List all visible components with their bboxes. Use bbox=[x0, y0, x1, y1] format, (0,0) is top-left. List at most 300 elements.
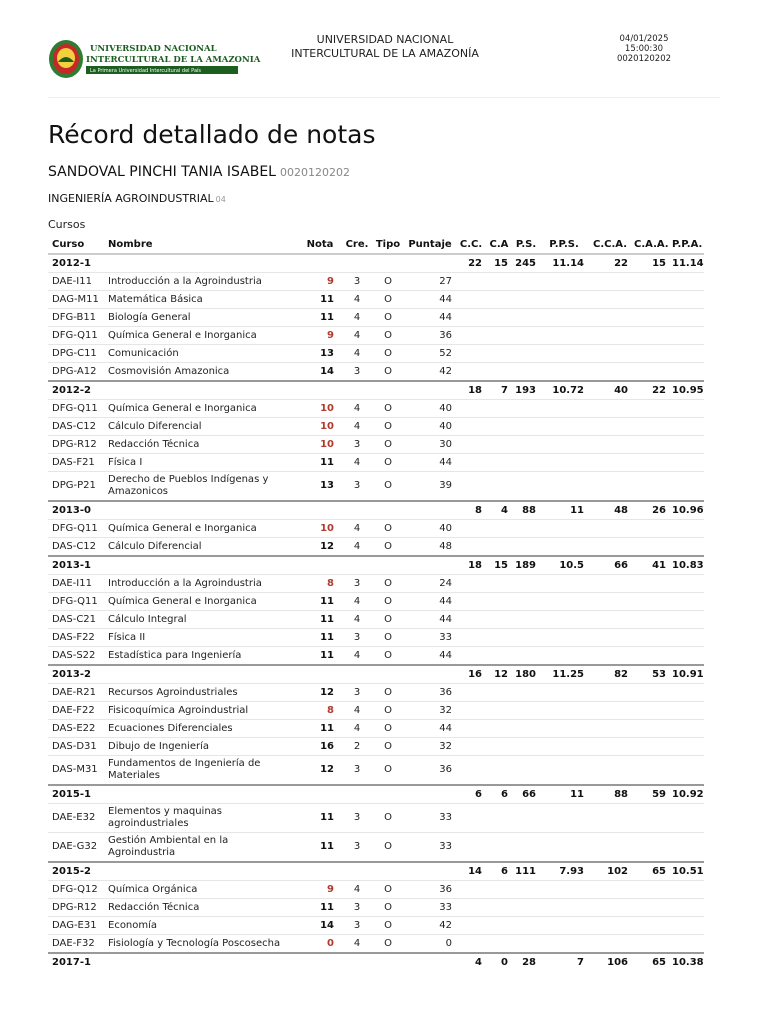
course-code: DFG-Q11 bbox=[48, 400, 104, 418]
course-type: O bbox=[372, 472, 404, 502]
empty-cell bbox=[512, 702, 540, 720]
ca-value: 7 bbox=[486, 381, 512, 400]
course-type: O bbox=[372, 363, 404, 382]
course-grade: 11 bbox=[298, 720, 342, 738]
empty-cell bbox=[486, 684, 512, 702]
empty-cell bbox=[342, 785, 372, 804]
print-timestamp: 04/01/2025 15:00:30 bbox=[619, 34, 669, 54]
course-grade: 11 bbox=[298, 611, 342, 629]
cc-value: 18 bbox=[456, 381, 486, 400]
course-row bbox=[48, 273, 704, 291]
course-name: Química General e Inorganica bbox=[104, 520, 298, 538]
empty-cell bbox=[588, 327, 632, 345]
pps-value: 11 bbox=[540, 785, 588, 804]
course-code: DAS-M31 bbox=[48, 756, 104, 786]
empty-cell bbox=[632, 881, 670, 899]
course-name: Redacción Técnica bbox=[104, 436, 298, 454]
course-row bbox=[48, 738, 704, 756]
course-score: 33 bbox=[404, 899, 456, 917]
empty-cell bbox=[486, 538, 512, 557]
caa-value: 65 bbox=[632, 862, 670, 881]
col-cca-header: C.C.A. bbox=[588, 236, 632, 254]
empty-cell bbox=[670, 454, 704, 472]
course-type: O bbox=[372, 273, 404, 291]
empty-cell bbox=[588, 833, 632, 863]
caa-value: 15 bbox=[632, 254, 670, 273]
course-grade: 12 bbox=[298, 756, 342, 786]
course-code: DPG-R12 bbox=[48, 436, 104, 454]
empty-cell bbox=[342, 254, 372, 273]
empty-cell bbox=[456, 400, 486, 418]
empty-cell bbox=[670, 738, 704, 756]
course-score: 44 bbox=[404, 454, 456, 472]
empty-cell bbox=[512, 593, 540, 611]
empty-cell bbox=[486, 720, 512, 738]
empty-cell bbox=[298, 785, 342, 804]
course-type: O bbox=[372, 575, 404, 593]
empty-cell bbox=[540, 881, 588, 899]
course-name: Ecuaciones Diferenciales bbox=[104, 720, 298, 738]
program-code: 04 bbox=[215, 195, 226, 204]
empty-cell bbox=[512, 327, 540, 345]
course-row bbox=[48, 593, 704, 611]
empty-cell bbox=[632, 833, 670, 863]
empty-cell bbox=[540, 738, 588, 756]
empty-cell bbox=[456, 935, 486, 954]
empty-cell bbox=[456, 738, 486, 756]
empty-cell bbox=[632, 935, 670, 954]
ppa-value: 10.96 bbox=[670, 501, 704, 520]
course-row bbox=[48, 720, 704, 738]
empty-cell bbox=[486, 472, 512, 502]
empty-cell bbox=[104, 862, 298, 881]
empty-cell bbox=[486, 738, 512, 756]
empty-cell bbox=[540, 454, 588, 472]
ppa-value: 10.38 bbox=[670, 953, 704, 971]
empty-cell bbox=[104, 381, 298, 400]
empty-cell bbox=[404, 785, 456, 804]
course-name: Introducción a la Agroindustria bbox=[104, 273, 298, 291]
course-name: Gestión Ambiental en la Agroindustria bbox=[104, 833, 298, 863]
course-credits: 4 bbox=[342, 400, 372, 418]
empty-cell bbox=[540, 327, 588, 345]
course-credits: 3 bbox=[342, 273, 372, 291]
empty-cell bbox=[588, 345, 632, 363]
empty-cell bbox=[456, 899, 486, 917]
col-puntaje-header: Puntaje bbox=[404, 236, 456, 254]
course-credits: 4 bbox=[342, 291, 372, 309]
empty-cell bbox=[632, 345, 670, 363]
empty-cell bbox=[512, 309, 540, 327]
empty-cell bbox=[486, 647, 512, 666]
course-name: Química Orgánica bbox=[104, 881, 298, 899]
empty-cell bbox=[670, 611, 704, 629]
empty-cell bbox=[670, 756, 704, 786]
course-name: Fisiología y Tecnología Poscosecha bbox=[104, 935, 298, 954]
course-score: 33 bbox=[404, 804, 456, 833]
course-row bbox=[48, 611, 704, 629]
course-grade: 10 bbox=[298, 436, 342, 454]
col-nombre-header: Nombre bbox=[104, 236, 298, 254]
empty-cell bbox=[588, 273, 632, 291]
caa-value: 41 bbox=[632, 556, 670, 575]
empty-cell bbox=[456, 436, 486, 454]
empty-cell bbox=[670, 538, 704, 557]
empty-cell bbox=[588, 611, 632, 629]
empty-cell bbox=[512, 400, 540, 418]
cca-value: 22 bbox=[588, 254, 632, 273]
course-type: O bbox=[372, 345, 404, 363]
university-name-line-1: UNIVERSIDAD NACIONAL bbox=[316, 33, 454, 46]
empty-cell bbox=[540, 418, 588, 436]
empty-cell bbox=[342, 665, 372, 684]
cca-value: 88 bbox=[588, 785, 632, 804]
empty-cell bbox=[588, 702, 632, 720]
caa-value: 26 bbox=[632, 501, 670, 520]
empty-cell bbox=[632, 629, 670, 647]
empty-cell bbox=[372, 556, 404, 575]
empty-cell bbox=[540, 720, 588, 738]
course-row bbox=[48, 400, 704, 418]
course-score: 33 bbox=[404, 629, 456, 647]
empty-cell bbox=[632, 899, 670, 917]
empty-cell bbox=[540, 611, 588, 629]
course-credits: 4 bbox=[342, 593, 372, 611]
col-pps-header: P.P.S. bbox=[540, 236, 588, 254]
cc-value: 8 bbox=[456, 501, 486, 520]
course-row bbox=[48, 647, 704, 666]
course-credits: 2 bbox=[342, 738, 372, 756]
course-grade: 16 bbox=[298, 738, 342, 756]
cc-value: 18 bbox=[456, 556, 486, 575]
empty-cell bbox=[670, 647, 704, 666]
empty-cell bbox=[456, 273, 486, 291]
course-type: O bbox=[372, 917, 404, 935]
course-grade: 12 bbox=[298, 538, 342, 557]
course-row bbox=[48, 454, 704, 472]
course-code: DPG-C11 bbox=[48, 345, 104, 363]
empty-cell bbox=[670, 629, 704, 647]
course-credits: 3 bbox=[342, 363, 372, 382]
course-grade: 12 bbox=[298, 684, 342, 702]
empty-cell bbox=[456, 629, 486, 647]
ps-value: 180 bbox=[512, 665, 540, 684]
course-score: 36 bbox=[404, 684, 456, 702]
course-grade: 8 bbox=[298, 575, 342, 593]
semester-summary-row bbox=[48, 381, 704, 400]
empty-cell bbox=[632, 418, 670, 436]
course-name: Cálculo Diferencial bbox=[104, 538, 298, 557]
course-score: 0 bbox=[404, 935, 456, 954]
course-credits: 4 bbox=[342, 345, 372, 363]
course-row bbox=[48, 935, 704, 954]
empty-cell bbox=[486, 309, 512, 327]
empty-cell bbox=[512, 917, 540, 935]
empty-cell bbox=[512, 363, 540, 382]
course-credits: 4 bbox=[342, 720, 372, 738]
empty-cell bbox=[298, 665, 342, 684]
table-body bbox=[48, 254, 704, 971]
course-score: 44 bbox=[404, 309, 456, 327]
empty-cell bbox=[540, 575, 588, 593]
course-type: O bbox=[372, 538, 404, 557]
course-row bbox=[48, 520, 704, 538]
caa-value: 53 bbox=[632, 665, 670, 684]
empty-cell bbox=[512, 611, 540, 629]
empty-cell bbox=[588, 472, 632, 502]
semester-summary-row bbox=[48, 254, 704, 273]
empty-cell bbox=[588, 917, 632, 935]
empty-cell bbox=[298, 953, 342, 971]
empty-cell bbox=[372, 501, 404, 520]
cca-value: 102 bbox=[588, 862, 632, 881]
program-info bbox=[48, 192, 226, 205]
course-code: DFG-Q11 bbox=[48, 593, 104, 611]
empty-cell bbox=[632, 472, 670, 502]
course-code: DAG-M11 bbox=[48, 291, 104, 309]
course-credits: 4 bbox=[342, 881, 372, 899]
empty-cell bbox=[456, 611, 486, 629]
course-score: 39 bbox=[404, 472, 456, 502]
course-row bbox=[48, 804, 704, 833]
semester-label: 2013-2 bbox=[48, 665, 104, 684]
empty-cell bbox=[670, 273, 704, 291]
empty-cell bbox=[298, 381, 342, 400]
course-type: O bbox=[372, 611, 404, 629]
course-score: 36 bbox=[404, 881, 456, 899]
empty-cell bbox=[588, 454, 632, 472]
empty-cell bbox=[372, 254, 404, 273]
empty-cell bbox=[298, 556, 342, 575]
empty-cell bbox=[588, 738, 632, 756]
empty-cell bbox=[486, 833, 512, 863]
course-name: Química General e Inorganica bbox=[104, 327, 298, 345]
svg-text:La Primera Universidad Intercu: La Primera Universidad Intercultural del País bbox=[90, 68, 202, 74]
course-credits: 4 bbox=[342, 520, 372, 538]
col-nota-header: Nota bbox=[298, 236, 342, 254]
empty-cell bbox=[588, 418, 632, 436]
course-grade: 11 bbox=[298, 899, 342, 917]
empty-cell bbox=[540, 400, 588, 418]
course-row bbox=[48, 702, 704, 720]
empty-cell bbox=[670, 917, 704, 935]
empty-cell bbox=[486, 575, 512, 593]
empty-cell bbox=[588, 400, 632, 418]
ca-value: 4 bbox=[486, 501, 512, 520]
empty-cell bbox=[588, 593, 632, 611]
empty-cell bbox=[512, 804, 540, 833]
university-name bbox=[270, 33, 500, 61]
course-grade: 11 bbox=[298, 629, 342, 647]
course-score: 44 bbox=[404, 647, 456, 666]
course-code: DAS-F22 bbox=[48, 629, 104, 647]
empty-cell bbox=[512, 647, 540, 666]
course-code: DAE-I11 bbox=[48, 575, 104, 593]
empty-cell bbox=[632, 738, 670, 756]
empty-cell bbox=[540, 593, 588, 611]
col-caa-header: C.A.A. bbox=[632, 236, 670, 254]
empty-cell bbox=[670, 291, 704, 309]
col-tipo-header: Tipo bbox=[372, 236, 404, 254]
course-grade: 9 bbox=[298, 881, 342, 899]
semester-summary-row bbox=[48, 665, 704, 684]
course-grade: 11 bbox=[298, 833, 342, 863]
course-score: 30 bbox=[404, 436, 456, 454]
courses-label: Cursos bbox=[48, 218, 86, 231]
course-score: 27 bbox=[404, 273, 456, 291]
empty-cell bbox=[512, 629, 540, 647]
empty-cell bbox=[512, 756, 540, 786]
empty-cell bbox=[632, 684, 670, 702]
empty-cell bbox=[632, 593, 670, 611]
program-name: INGENIERÍA AGROINDUSTRIAL bbox=[48, 192, 214, 205]
course-grade: 13 bbox=[298, 345, 342, 363]
course-code: DPG-A12 bbox=[48, 363, 104, 382]
semester-summary-row bbox=[48, 556, 704, 575]
course-score: 36 bbox=[404, 756, 456, 786]
empty-cell bbox=[456, 804, 486, 833]
course-grade: 14 bbox=[298, 917, 342, 935]
cc-value: 16 bbox=[456, 665, 486, 684]
course-row bbox=[48, 309, 704, 327]
student-info bbox=[48, 164, 350, 180]
course-type: O bbox=[372, 720, 404, 738]
course-type: O bbox=[372, 756, 404, 786]
empty-cell bbox=[588, 520, 632, 538]
course-score: 52 bbox=[404, 345, 456, 363]
ppa-value: 10.91 bbox=[670, 665, 704, 684]
empty-cell bbox=[632, 917, 670, 935]
ca-value: 12 bbox=[486, 665, 512, 684]
course-row bbox=[48, 345, 704, 363]
cc-value: 6 bbox=[456, 785, 486, 804]
course-name: Dibujo de Ingeniería bbox=[104, 738, 298, 756]
empty-cell bbox=[540, 538, 588, 557]
empty-cell bbox=[512, 273, 540, 291]
course-type: O bbox=[372, 327, 404, 345]
empty-cell bbox=[588, 436, 632, 454]
empty-cell bbox=[540, 629, 588, 647]
empty-cell bbox=[456, 454, 486, 472]
empty-cell bbox=[342, 381, 372, 400]
empty-cell bbox=[456, 684, 486, 702]
empty-cell bbox=[632, 400, 670, 418]
empty-cell bbox=[456, 917, 486, 935]
empty-cell bbox=[632, 436, 670, 454]
course-type: O bbox=[372, 436, 404, 454]
empty-cell bbox=[486, 804, 512, 833]
empty-cell bbox=[588, 684, 632, 702]
semester-summary-row bbox=[48, 953, 704, 971]
empty-cell bbox=[512, 418, 540, 436]
empty-cell bbox=[512, 881, 540, 899]
empty-cell bbox=[670, 575, 704, 593]
empty-cell bbox=[512, 291, 540, 309]
course-credits: 4 bbox=[342, 647, 372, 666]
empty-cell bbox=[456, 327, 486, 345]
empty-cell bbox=[456, 538, 486, 557]
course-credits: 3 bbox=[342, 629, 372, 647]
col-creditos-header: Cre. bbox=[342, 236, 372, 254]
course-type: O bbox=[372, 309, 404, 327]
pps-value: 7 bbox=[540, 953, 588, 971]
semester-label: 2012-1 bbox=[48, 254, 104, 273]
ca-value: 15 bbox=[486, 556, 512, 575]
empty-cell bbox=[456, 575, 486, 593]
empty-cell bbox=[670, 436, 704, 454]
course-score: 40 bbox=[404, 418, 456, 436]
header-divider bbox=[48, 97, 720, 98]
empty-cell bbox=[588, 291, 632, 309]
pps-value: 10.72 bbox=[540, 381, 588, 400]
empty-cell bbox=[540, 291, 588, 309]
empty-cell bbox=[372, 381, 404, 400]
empty-cell bbox=[588, 881, 632, 899]
grades-table bbox=[48, 236, 704, 971]
cca-value: 106 bbox=[588, 953, 632, 971]
empty-cell bbox=[540, 935, 588, 954]
col-ps-header: P.S. bbox=[512, 236, 540, 254]
empty-cell bbox=[404, 953, 456, 971]
empty-cell bbox=[632, 520, 670, 538]
course-grade: 0 bbox=[298, 935, 342, 954]
course-credits: 3 bbox=[342, 472, 372, 502]
empty-cell bbox=[456, 881, 486, 899]
empty-cell bbox=[632, 538, 670, 557]
course-type: O bbox=[372, 833, 404, 863]
report-header bbox=[0, 0, 768, 98]
course-row bbox=[48, 327, 704, 345]
ps-value: 193 bbox=[512, 381, 540, 400]
course-score: 36 bbox=[404, 327, 456, 345]
empty-cell bbox=[540, 647, 588, 666]
empty-cell bbox=[104, 501, 298, 520]
empty-cell bbox=[588, 647, 632, 666]
course-type: O bbox=[372, 738, 404, 756]
empty-cell bbox=[486, 291, 512, 309]
course-name: Biología General bbox=[104, 309, 298, 327]
course-row bbox=[48, 538, 704, 557]
empty-cell bbox=[588, 756, 632, 786]
empty-cell bbox=[486, 593, 512, 611]
empty-cell bbox=[632, 575, 670, 593]
empty-cell bbox=[632, 804, 670, 833]
empty-cell bbox=[372, 862, 404, 881]
pps-value: 11 bbox=[540, 501, 588, 520]
course-type: O bbox=[372, 899, 404, 917]
course-grade: 14 bbox=[298, 363, 342, 382]
empty-cell bbox=[372, 665, 404, 684]
empty-cell bbox=[486, 273, 512, 291]
course-type: O bbox=[372, 804, 404, 833]
empty-cell bbox=[632, 647, 670, 666]
empty-cell bbox=[670, 327, 704, 345]
course-name: Redacción Técnica bbox=[104, 899, 298, 917]
cca-value: 82 bbox=[588, 665, 632, 684]
empty-cell bbox=[512, 935, 540, 954]
cca-value: 66 bbox=[588, 556, 632, 575]
empty-cell bbox=[670, 702, 704, 720]
empty-cell bbox=[486, 629, 512, 647]
course-score: 42 bbox=[404, 917, 456, 935]
cc-value: 14 bbox=[456, 862, 486, 881]
empty-cell bbox=[670, 684, 704, 702]
empty-cell bbox=[486, 520, 512, 538]
empty-cell bbox=[540, 520, 588, 538]
course-name: Física II bbox=[104, 629, 298, 647]
course-score: 24 bbox=[404, 575, 456, 593]
empty-cell bbox=[670, 400, 704, 418]
